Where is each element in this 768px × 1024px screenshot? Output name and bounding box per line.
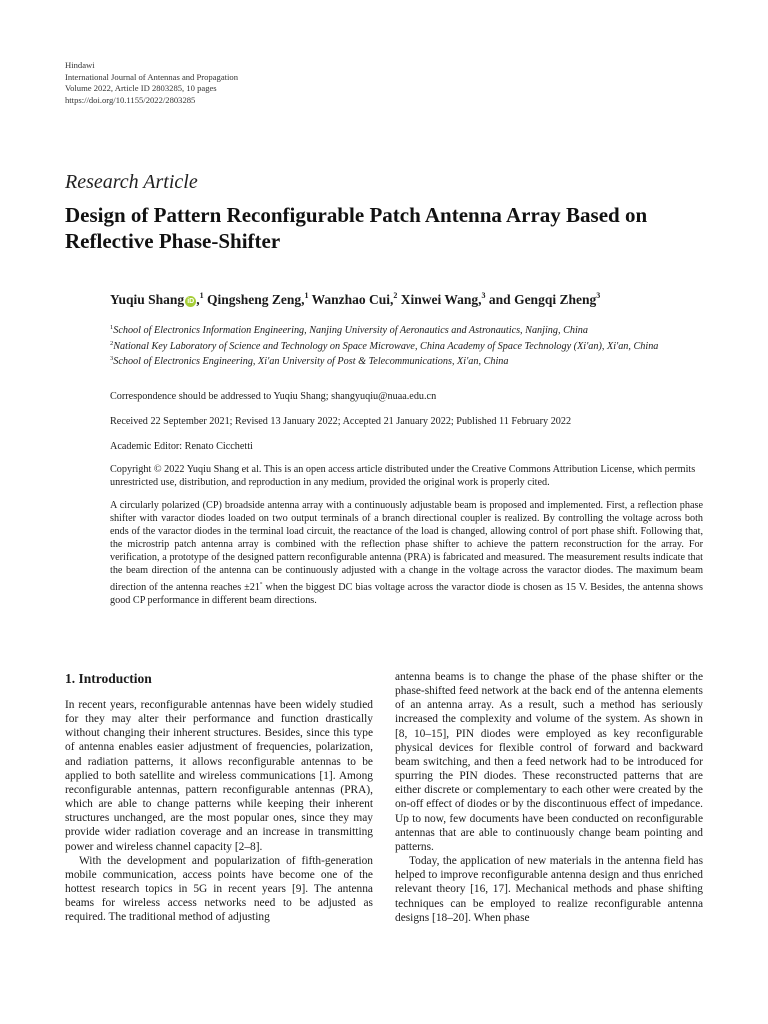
orcid-icon[interactable]: iD <box>187 298 195 305</box>
volume-info: Volume 2022, Article ID 2803285, 10 pages <box>65 83 217 93</box>
publisher-name: Hindawi <box>65 60 95 70</box>
article-type: Research Article <box>65 171 198 193</box>
affiliation <box>110 338 710 354</box>
affiliation <box>110 322 710 338</box>
author-name: Wanzhao Cui, <box>311 292 394 307</box>
author-affil-num: 1 <box>199 291 204 300</box>
affiliation-num: 1 <box>110 324 114 331</box>
paragraph: In recent years, reconfigurable antennas have been widely studied for they may alter their performance and function drastically without changing their inherent structures. Besides, since this type of antenna enables easier adjustment of frequencies, polarization, and radiation patterns, it allows reconfigurable antennas to be applied to both satellite and wireless communications [1]. Among reconfigurable antennas, pattern reconfigurable antennas (PRA), which are able to change patterns while keeping their inherent structures unchanged, are the most popular ones, since they may provide wider radiation coverage and an increase in transmitting power and wireless channel capacity [2–8]. <box>65 699 373 853</box>
paragraph: antenna beams is to change the phase of the phase shifter or the phase-shifted feed network at the back end of the antenna elements of an antenna array. As a result, such a method has seriously increased the complexity and volume of the system. As shown in [8, 10–15], PIN diodes were employed as key reconfigurable physical devices for flexible control of forward and backward beam switching, and then a feed network had to be introduced for spurring the PIN diodes. These reconstructed patterns that are either discrete or complementary to each other were created by the on-off effect of diodes or by the discontinuous effect of impedance. Up to now, few documents have been conducted on reconfigurable antennas that are able to continuously change beam pointing and patterns. <box>395 671 703 853</box>
abstract <box>110 499 703 607</box>
paragraph: Today, the application of new materials in the antenna field has helped to improve reconfigurable antenna design and thus enriched relevant theory [16, 17]. Mechanical methods and phase shifting techniques can be employed to realize reconfigurable antenna designs [18–20]. When phase <box>395 855 703 924</box>
journal-header <box>65 60 238 106</box>
author-name: Yuqiu Shang <box>110 292 185 307</box>
body-column-left <box>65 698 373 925</box>
author-list: Yuqiu Shang iD ,$^1$ Qingsheng Zeng,$^1$ Wanzhao Cui,$^2$ Xinwei Wang,$^3$ and Gengqi Zheng$^3$ <box>110 291 601 307</box>
doi-link[interactable]: https://doi.org/10.1155/2022/2803285 <box>65 94 196 105</box>
degree-symbol: ° <box>259 580 263 588</box>
author-name: Xinwei Wang, <box>400 292 482 307</box>
affiliation-text: National Key Laboratory of Science and Technology on Space Microwave, China Academy of Space Technology (Xi'an), Xi'an, China <box>113 340 659 352</box>
author-affil-num: 1 <box>304 291 309 300</box>
copyright-notice: Copyright © 2022 Yuqiu Shang et al. This is an open access article distributed under the Creative Commons Attribution License, which permits unrestricted use, distribution, and reproduction in any medium, provided the original work is properly cited. <box>110 464 696 488</box>
section-heading: 1. Introduction <box>65 671 152 686</box>
body-column-right <box>395 670 703 925</box>
affiliation-text: School of Electronics Information Engineering, Nanjing University of Aeronautics and Astronautics, Nanjing, China <box>113 325 588 336</box>
publication-dates: Received 22 September 2021; Revised 13 January 2022; Accepted 21 January 2022; Published 11 February 2022 <box>110 416 572 427</box>
academic-editor: Academic Editor: Renato Cicchetti <box>110 441 253 452</box>
affiliations <box>110 322 710 369</box>
abstract-text-continued: when the biggest DC bias voltage across the varactor diode is chosen as 15 V. Besides, the antenna shows good CP performance in different beam directions. <box>110 581 703 606</box>
author-affil-num: 3 <box>596 291 601 300</box>
article-title: Design of Pattern Reconfigurable Patch Antenna Array Based on Reflective Phase-Shifter <box>65 203 648 253</box>
abstract-text: A circularly polarized (CP) broadside antenna array with a continuously adjustable beam is proposed and implemented. First, a reflection phase shifter with varactor diodes loaded on two output terminals of a branch directional coupler is realized. By controlling the voltage across both ends of the varactor diodes in the terminal load circuit, the reactance of the load is changed, allowing control of port phase shift. Following that, the microstrip patch antenna array is combined with the reflection phase shifter to achieve the pattern reconstruction for the array. For verification, a prototype of the designed pattern reconfigurable antenna (PRA) is fabricated and measured. The measurement results indicate that the beam direction of the antenna can be continuously adjusted with a change in the voltage across the varactor diodes. The maximum beam direction of the antenna reaches ±21 <box>110 500 703 593</box>
author-name: Qingsheng Zeng, <box>206 292 305 307</box>
journal-name: International Journal of Antennas and Propagation <box>65 71 239 82</box>
author-name: and Gengqi Zheng <box>488 292 597 307</box>
paragraph: With the development and popularization of fifth-generation mobile communication, access points have become one of the hottest research topics in 5G in recent years [9]. The antenna beams for wireless access networks need to be adjusted as required. The traditional method of adjusting <box>65 854 373 924</box>
author-affil-num: 3 <box>481 291 486 300</box>
affiliation-num: 3 <box>110 355 114 363</box>
affiliation <box>110 353 710 369</box>
affiliation-text: School of Electronics Engineering, Xi'an University of Post & Telecommunications, Xi'an, China <box>113 356 509 368</box>
correspondence: Correspondence should be addressed to Yuqiu Shang; shangyuqiu@nuaa.edu.cn <box>110 391 437 402</box>
affiliation-num: 2 <box>110 339 114 347</box>
author-affil-num: 2 <box>393 291 398 300</box>
